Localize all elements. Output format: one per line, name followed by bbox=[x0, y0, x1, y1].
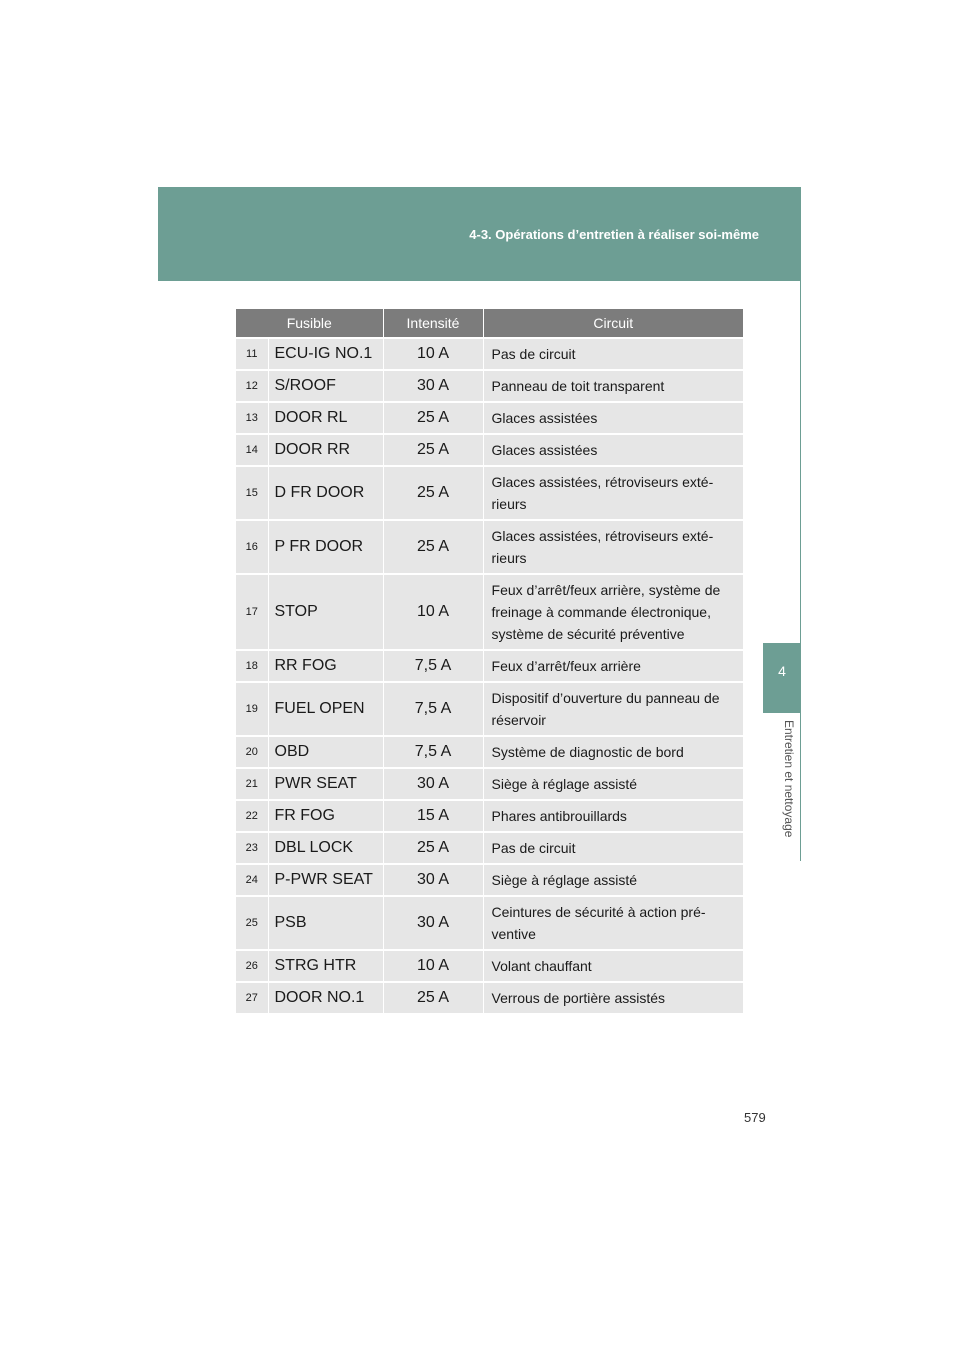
table-row bbox=[236, 338, 743, 370]
fuse-amperage: 30 A bbox=[383, 768, 483, 800]
fuse-number: 16 bbox=[236, 520, 268, 574]
fuse-circuit: Phares antibrouillards bbox=[483, 800, 743, 832]
fuse-amperage: 10 A bbox=[383, 338, 483, 370]
fuse-circuit: Glaces assistées bbox=[483, 434, 743, 466]
table-header-row bbox=[236, 309, 743, 338]
fuse-table-body bbox=[236, 338, 743, 1014]
table-row bbox=[236, 434, 743, 466]
table-row bbox=[236, 520, 743, 574]
table-row bbox=[236, 736, 743, 768]
fuse-number: 18 bbox=[236, 650, 268, 682]
fuse-name: ECU-IG NO.1 bbox=[268, 338, 383, 370]
table-row bbox=[236, 768, 743, 800]
fuse-amperage: 30 A bbox=[383, 864, 483, 896]
fuse-name: PSB bbox=[268, 896, 383, 950]
fuse-amperage: 25 A bbox=[383, 982, 483, 1014]
header-circuit: Circuit bbox=[483, 309, 743, 338]
fuse-number: 12 bbox=[236, 370, 268, 402]
fuse-number: 14 bbox=[236, 434, 268, 466]
chapter-tab bbox=[763, 643, 801, 713]
fuse-circuit: Glaces assistées, rétroviseurs exté- rieurs bbox=[483, 466, 743, 520]
fuse-amperage: 25 A bbox=[383, 520, 483, 574]
fuse-name: FR FOG bbox=[268, 800, 383, 832]
fuse-amperage: 25 A bbox=[383, 434, 483, 466]
table-row bbox=[236, 950, 743, 982]
table-row bbox=[236, 832, 743, 864]
table-row bbox=[236, 682, 743, 736]
table-row bbox=[236, 370, 743, 402]
table-row bbox=[236, 402, 743, 434]
fuse-name: S/ROOF bbox=[268, 370, 383, 402]
table-row bbox=[236, 896, 743, 950]
fuse-number: 11 bbox=[236, 338, 268, 370]
fuse-number: 21 bbox=[236, 768, 268, 800]
chapter-label: Entretien et nettoyage bbox=[782, 720, 796, 838]
fuse-amperage: 25 A bbox=[383, 832, 483, 864]
fuse-circuit: Siège à réglage assisté bbox=[483, 864, 743, 896]
fuse-name: PWR SEAT bbox=[268, 768, 383, 800]
fuse-amperage: 30 A bbox=[383, 896, 483, 950]
page-number: 579 bbox=[744, 1110, 766, 1125]
fuse-amperage: 10 A bbox=[383, 950, 483, 982]
fuse-circuit: Dispositif d’ouverture du panneau de réservoir bbox=[483, 682, 743, 736]
fuse-number: 13 bbox=[236, 402, 268, 434]
fuse-number: 17 bbox=[236, 574, 268, 650]
fuse-name: P-PWR SEAT bbox=[268, 864, 383, 896]
fuse-number: 19 bbox=[236, 682, 268, 736]
fuse-circuit: Glaces assistées, rétroviseurs exté- rieurs bbox=[483, 520, 743, 574]
fuse-name: OBD bbox=[268, 736, 383, 768]
chapter-number: 4 bbox=[778, 663, 786, 679]
fuse-amperage: 25 A bbox=[383, 466, 483, 520]
fuse-circuit: Siège à réglage assisté bbox=[483, 768, 743, 800]
fuse-circuit: Verrous de portière assistés bbox=[483, 982, 743, 1014]
section-header-band bbox=[158, 187, 801, 281]
fuse-circuit: Pas de circuit bbox=[483, 338, 743, 370]
fuse-amperage: 15 A bbox=[383, 800, 483, 832]
fuse-table bbox=[236, 309, 743, 1015]
side-divider bbox=[800, 281, 801, 861]
fuse-name: DOOR NO.1 bbox=[268, 982, 383, 1014]
fuse-name: DBL LOCK bbox=[268, 832, 383, 864]
fuse-number: 24 bbox=[236, 864, 268, 896]
fuse-number: 22 bbox=[236, 800, 268, 832]
fuse-amperage: 30 A bbox=[383, 370, 483, 402]
table-row bbox=[236, 650, 743, 682]
fuse-name: D FR DOOR bbox=[268, 466, 383, 520]
table-row bbox=[236, 466, 743, 520]
fuse-number: 23 bbox=[236, 832, 268, 864]
table-row bbox=[236, 982, 743, 1014]
fuse-circuit: Volant chauffant bbox=[483, 950, 743, 982]
fuse-amperage: 25 A bbox=[383, 402, 483, 434]
fuse-circuit: Glaces assistées bbox=[483, 402, 743, 434]
fuse-number: 27 bbox=[236, 982, 268, 1014]
table-row bbox=[236, 574, 743, 650]
table-row bbox=[236, 800, 743, 832]
header-fuse: Fusible bbox=[236, 309, 383, 338]
fuse-circuit: Ceintures de sécurité à action pré- ventive bbox=[483, 896, 743, 950]
fuse-name: DOOR RR bbox=[268, 434, 383, 466]
fuse-number: 15 bbox=[236, 466, 268, 520]
fuse-number: 20 bbox=[236, 736, 268, 768]
fuse-circuit: Panneau de toit transparent bbox=[483, 370, 743, 402]
fuse-name: DOOR RL bbox=[268, 402, 383, 434]
fuse-circuit: Pas de circuit bbox=[483, 832, 743, 864]
section-title: 4-3. Opérations d’entretien à réaliser soi-même bbox=[469, 227, 759, 242]
fuse-name: STOP bbox=[268, 574, 383, 650]
table-row bbox=[236, 864, 743, 896]
fuse-circuit: Feux d’arrêt/feux arrière bbox=[483, 650, 743, 682]
fuse-name: RR FOG bbox=[268, 650, 383, 682]
fuse-amperage: 7,5 A bbox=[383, 682, 483, 736]
fuse-number: 26 bbox=[236, 950, 268, 982]
fuse-name: P FR DOOR bbox=[268, 520, 383, 574]
fuse-name: STRG HTR bbox=[268, 950, 383, 982]
fuse-amperage: 7,5 A bbox=[383, 650, 483, 682]
fuse-circuit: Système de diagnostic de bord bbox=[483, 736, 743, 768]
fuse-number: 25 bbox=[236, 896, 268, 950]
fuse-amperage: 10 A bbox=[383, 574, 483, 650]
fuse-name: FUEL OPEN bbox=[268, 682, 383, 736]
header-amperage: Intensité bbox=[383, 309, 483, 338]
fuse-amperage: 7,5 A bbox=[383, 736, 483, 768]
fuse-circuit: Feux d’arrêt/feux arrière, système de freinage à commande électronique, système de sécurité préventive bbox=[483, 574, 743, 650]
